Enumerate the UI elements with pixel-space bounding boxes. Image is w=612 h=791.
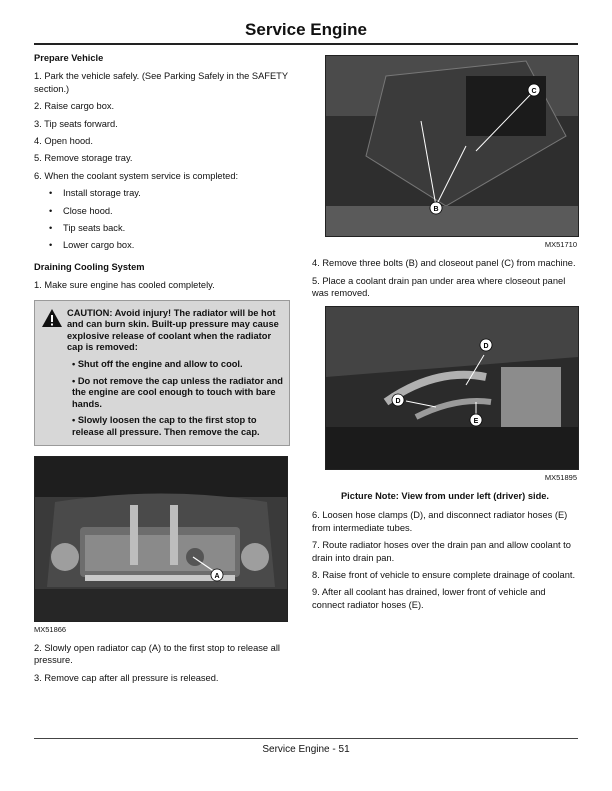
callout-e: E [473,417,479,425]
callout-c: C [531,88,537,95]
prepare-step: 5. Remove storage tray. [34,153,133,164]
prepare-step: 1. Park the vehicle safely. (See Parking Safely in the SAFETY section.) [34,71,288,94]
left-column [34,52,290,689]
caution-point: • Shut off the engine and allow to cool. [72,359,243,370]
caution-box [34,300,290,446]
draining-step: 1. Make sure engine has cooled completely. [34,280,215,291]
list-item: • Close hood. [34,205,290,217]
caution-point: • Do not remove the cap unless the radiator and the engine are cool enough to touch with bare hands. [72,375,283,409]
prepare-step: 6. When the coolant system service is completed: [34,170,239,181]
callout-d: D [483,342,489,350]
callout-b: B [433,206,439,213]
figure-code: MX51895 [544,472,577,482]
step: 4. Remove three bolts (B) and closeout panel (C) from machine. [312,258,576,269]
step: 6. Loosen hose clamps (D), and disconnect radiator hoses (E) from intermediate tubes. [312,510,568,533]
step: 5. Place a coolant drain pan under area where closeout panel was removed. [312,275,566,299]
page-footer: Service Engine - 51 [262,744,350,755]
draining-heading: Draining Cooling System [34,261,145,272]
closeout-panel-photo [325,55,579,237]
caution-lead-text: CAUTION: Avoid injury! The radiator will be hot and can burn skin. Built-up pressure may cause explosive release of coolant when the radiator cap is removed: [67,307,279,353]
step: 9. After all coolant has drained, lower front of vehicle and connect radiator hoses (E). [312,587,546,610]
prepare-step: 3. Tip seats forward. [34,118,118,129]
list-item: • Lower cargo box. [34,239,290,251]
prepare-heading: Prepare Vehicle [34,53,104,63]
prepare-step: 4. Open hood. [34,136,93,147]
step: 7. Route radiator hoses over the drain pan and allow coolant to drain into drain pan. [312,540,571,563]
step: 8. Raise front of vehicle to ensure complete drainage of coolant. [312,570,576,581]
picture-note: Picture Note: View from under left (driver) side. [340,491,550,502]
list-item: • Tip seats back. [34,222,290,234]
radiator-hoses-photo [325,306,579,470]
after-step: 2. Slowly open radiator cap (A) to the first stop to release all pressure. [34,643,280,666]
warning-triangle-icon [41,308,63,328]
completion-list [34,187,290,252]
figure-code: MX51866 [34,624,67,634]
page-title: Service Engine [245,20,367,39]
right-column [312,55,578,616]
after-step: 3. Remove cap after all pressure is released. [34,672,219,683]
footer-rule [34,738,578,739]
callout-d: D [395,397,401,405]
list-item: • Install storage tray. [34,187,290,199]
figure-code: MX51710 [544,240,577,249]
radiator-cap-photo [34,456,288,622]
caution-point: • Slowly loosen the cap to the first stop to release all pressure. Then remove the cap. [72,415,260,438]
callout-a: A [214,572,220,580]
title-rule [34,43,578,45]
prepare-step: 2. Raise cargo box. [34,101,115,112]
